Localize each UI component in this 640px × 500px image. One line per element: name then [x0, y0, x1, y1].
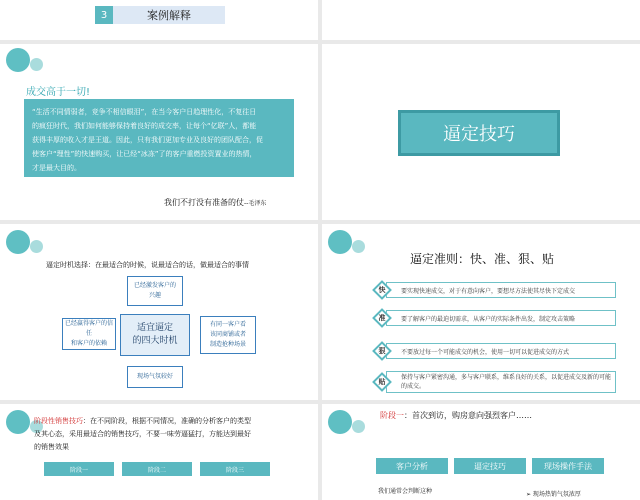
slide-heading — [34, 416, 251, 426]
decor-circle-large — [6, 48, 30, 72]
slide-thumbnail-6[interactable] — [322, 224, 640, 400]
diagram-top-box — [127, 276, 183, 306]
section-title: 案例解释 — [113, 6, 225, 24]
motto-text — [164, 197, 266, 208]
decor-circle-large — [328, 410, 352, 434]
rule-key: 狠 — [378, 347, 386, 355]
rule-key: 贴 — [378, 378, 386, 386]
title-box: 逼定技巧 — [398, 110, 560, 156]
heading-line-2: 及其心态，采用最适合的销售技巧，不要一味劳逼猛打，方能达到最好 — [34, 430, 251, 438]
diagram-center-box — [120, 314, 190, 356]
rule-text: 保持与客户紧密沟通，多与客户联系，维系良好的关系，以促进成交及新的可能的成交。 — [401, 374, 612, 390]
stage-3: 阶段三 — [200, 462, 270, 476]
rule-text: 要实现快速成交，对于有意向客户，要想尽方法使其尽快下定成交 — [401, 287, 576, 295]
heading-line-3: 的销售效果 — [34, 443, 69, 451]
column-1-text: 我们通常会判断这种 — [378, 488, 433, 495]
column-header-1: 客户分析 — [376, 458, 448, 474]
right-line-1: 有同一客户看 — [209, 321, 246, 328]
left-line-2: 和客户的依赖 — [70, 340, 107, 347]
slide-heading: 逼定准则：快、准、狠、贴 — [410, 252, 555, 266]
quote-line-3: 获得丰厚的收入才是王道。因此，只有我们更加专业及良好的团队配合，促 — [32, 136, 263, 144]
quote-line-5: 才是最大目的。 — [32, 164, 81, 172]
section-number-badge: 3 — [95, 6, 113, 24]
rule-row-3 — [386, 343, 616, 359]
slide-thumbnail-1[interactable] — [0, 0, 318, 40]
motto: 我们不打没有准备的仗 — [164, 198, 244, 207]
column-header-2: 逼定技巧 — [454, 458, 526, 474]
quote-line-1: “生活不同情弱者，竞争不相信眼泪”，在当今客户日趋理性化，不复往日 — [32, 108, 257, 116]
diagram-bottom-box — [127, 366, 183, 388]
decor-circle-small — [352, 240, 365, 253]
column-header-3: 现场操作手法 — [532, 458, 604, 474]
slide-thumbnail-5[interactable] — [0, 224, 318, 400]
left-line-1: 已经赢得客户的信任 — [64, 320, 113, 337]
diagram-right-box — [200, 316, 256, 354]
right-line-2: 该同商铺或者 — [209, 331, 246, 338]
decor-circle-small — [30, 240, 43, 253]
decor-circle-small — [30, 58, 43, 71]
quote-line-4: 使客户“理性”的快速购买，让已经“冰冻”了的客户重燃投资置业的热情， — [32, 150, 257, 158]
heading-red: 阶段性销售技巧 — [34, 417, 83, 425]
decor-circle-large — [6, 410, 30, 434]
rule-text: 不要放过每一个可能成交的机会，使用一切可以促进成交的方式 — [401, 348, 570, 356]
slide-thumbnail-3[interactable] — [0, 44, 318, 220]
heading-rest: ：在不同阶段，根据不同情况，准确的分析客户的类型 — [83, 417, 251, 425]
rule-key: 准 — [378, 314, 386, 322]
quote-line-2: 的疯狂时代，我们如何能够保持着良好的成交率，让每个“亿联”人，都能 — [32, 122, 257, 130]
center-line-2: 的四大时机 — [132, 336, 178, 346]
rule-text: 要了解客户的最迫切需求，从客户的实际条件出发，制定攻击策略 — [401, 315, 576, 323]
decor-circle-small — [352, 420, 365, 433]
rule-row-2 — [386, 310, 616, 326]
rule-key: 快 — [378, 286, 386, 294]
rule-row-1 — [386, 282, 616, 298]
stage-2: 阶段二 — [122, 462, 192, 476]
column-3-text: ➢ 现场热销气氛浓厚 — [526, 491, 581, 498]
slide-thumbnail-7[interactable] — [0, 404, 318, 500]
top-line-2: 兴趣 — [148, 292, 161, 299]
heading-red: 阶段一 — [380, 411, 404, 420]
decor-circle-large — [328, 230, 352, 254]
top-line-1: 已经激发客户的 — [133, 282, 176, 289]
quote-box — [24, 99, 294, 177]
slide-thumbnail-8[interactable] — [322, 404, 640, 500]
heading-rest: ：首次到访，购房意向强烈客户…… — [404, 411, 532, 420]
diagram-left-box — [62, 318, 116, 350]
slide-heading: 逼定时机选择：在最适合的时候，说最适合的话，做最适合的事情 — [46, 261, 249, 269]
decor-circle-large — [6, 230, 30, 254]
slide-heading: 成交高于一切! — [26, 87, 91, 98]
slide-thumbnail-4[interactable] — [322, 44, 640, 220]
bottom-line-1: 现场气氛较好 — [136, 373, 173, 380]
motto-author: --毛泽东 — [244, 200, 267, 207]
slide-thumbnail-2[interactable] — [322, 0, 640, 40]
rule-row-4 — [386, 371, 616, 393]
center-line-1: 适宜逼定 — [136, 323, 173, 333]
right-line-3: 制造抢种场景 — [209, 341, 246, 348]
slide-heading — [380, 410, 532, 421]
stage-1: 阶段一 — [44, 462, 114, 476]
